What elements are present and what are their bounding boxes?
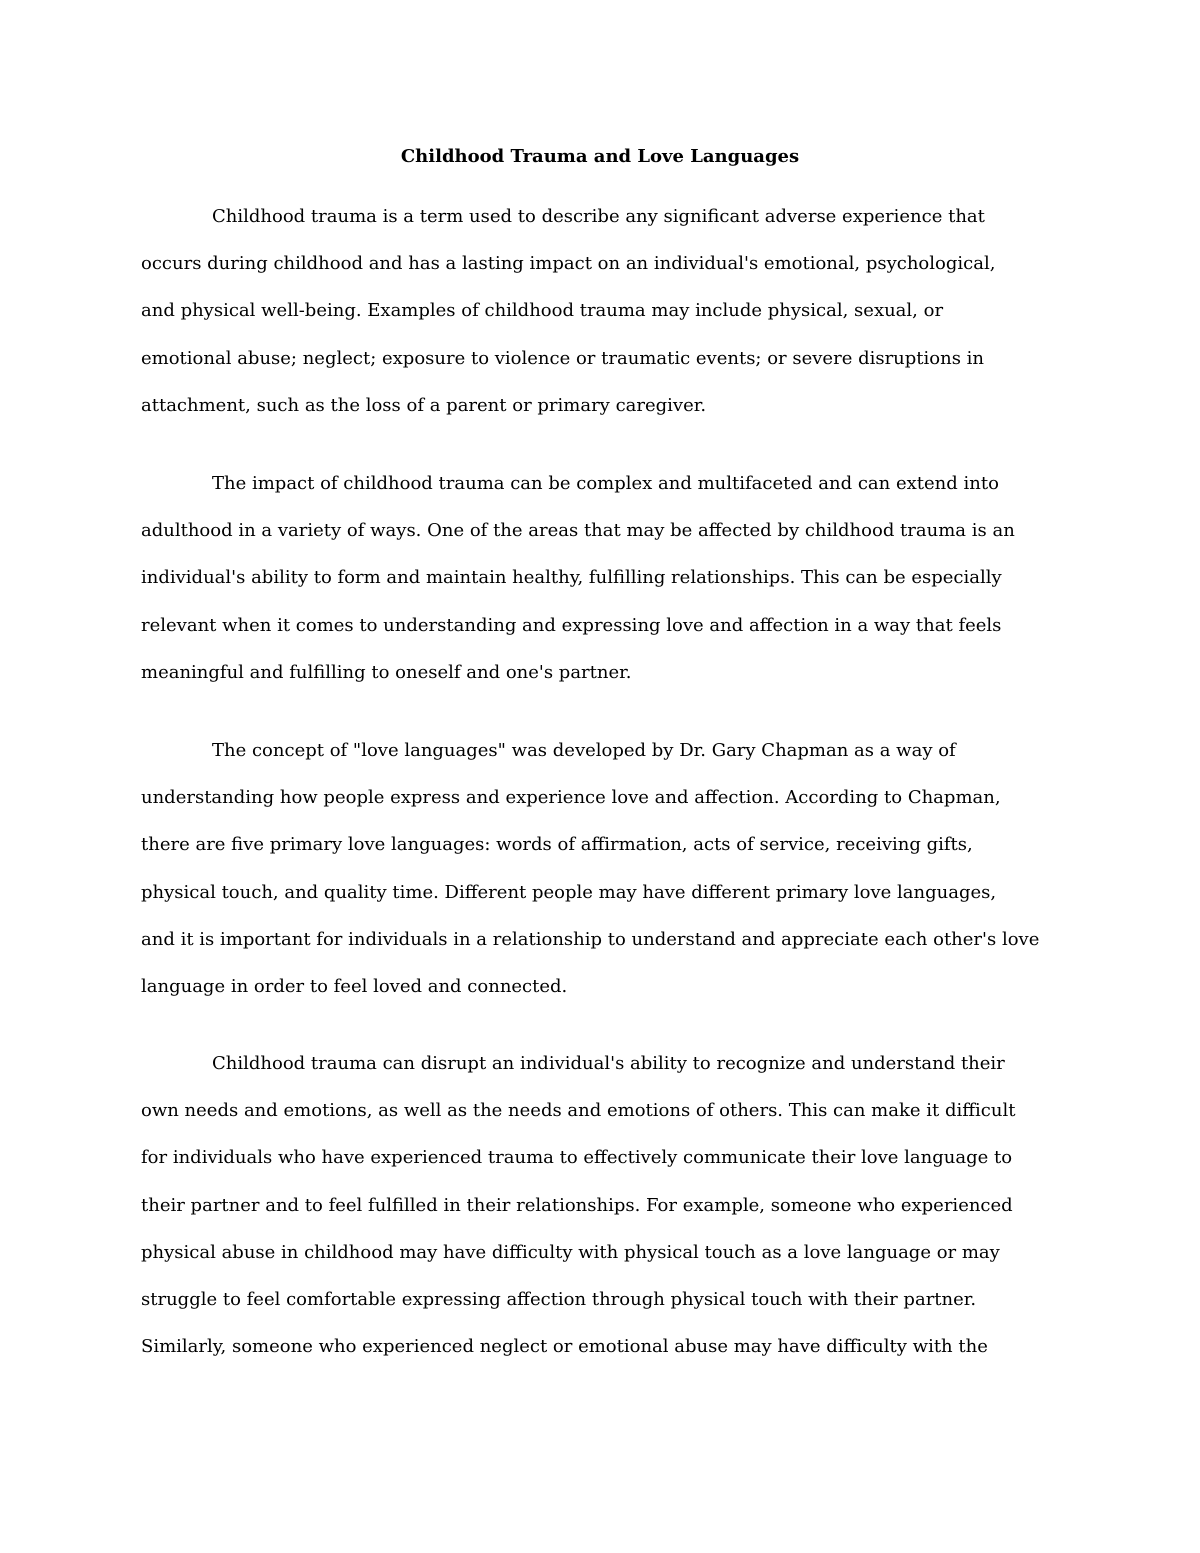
text-line: own needs and emotions, as well as the needs and emotions of others. This can make it difficult [141, 1100, 1016, 1122]
text-line: physical touch, and quality time. Different people may have different primary love languages, [141, 881, 997, 903]
text-line: meaningful and fulfilling to oneself and one's partner. [141, 661, 632, 683]
text-line: The concept of "love languages" was developed by Dr. Gary Chapman as a way of [212, 740, 956, 761]
text-line: understanding how people express and experience love and affection. According to Chapman, [141, 787, 1001, 809]
paragraph-3 [141, 727, 1061, 1010]
paragraph-2 [141, 460, 1061, 696]
text-line: physical abuse in childhood may have difficulty with physical touch as a love language or may [141, 1241, 1000, 1263]
document-title: Childhood Trauma and Love Languages [400, 146, 800, 167]
text-line: Similarly, someone who experienced neglect or emotional abuse may have difficulty with the [141, 1336, 988, 1358]
text-line: language in order to feel loved and connected. [141, 975, 568, 997]
text-line: struggle to feel comfortable expressing affection through physical touch with their partner. [141, 1288, 977, 1310]
text-line: Childhood trauma can disrupt an individual's ability to recognize and understand their [212, 1053, 1005, 1074]
text-line: and physical well-being. Examples of childhood trauma may include physical, sexual, or [141, 300, 944, 322]
text-line: emotional abuse; neglect; exposure to violence or traumatic events; or severe disruptions in [141, 347, 985, 369]
text-line: and it is important for individuals in a relationship to understand and appreciate each other's love [141, 928, 1040, 950]
paragraph-1 [141, 193, 1061, 429]
paragraph-4 [141, 1040, 1061, 1370]
text-line: for individuals who have experienced trauma to effectively communicate their love language to [141, 1147, 1013, 1169]
text-line: The impact of childhood trauma can be complex and multifaceted and can extend into [212, 473, 999, 494]
text-line: individual's ability to form and maintain healthy, fulfilling relationships. This can be especially [141, 567, 1002, 589]
text-line: attachment, such as the loss of a parent or primary caregiver. [141, 394, 707, 416]
text-line: adulthood in a variety of ways. One of the areas that may be affected by childhood trauma is an [141, 520, 1015, 542]
text-line: relevant when it comes to understanding and expressing love and affection in a way that feels [141, 614, 1002, 636]
text-line: Childhood trauma is a term used to describe any significant adverse experience that [212, 206, 985, 227]
text-line: their partner and to feel fulfilled in their relationships. For example, someone who experienced [141, 1194, 1013, 1216]
text-line: occurs during childhood and has a lasting impact on an individual's emotional, psychological, [141, 253, 996, 275]
text-line: there are five primary love languages: words of affirmation, acts of service, receiving gifts, [141, 834, 973, 856]
